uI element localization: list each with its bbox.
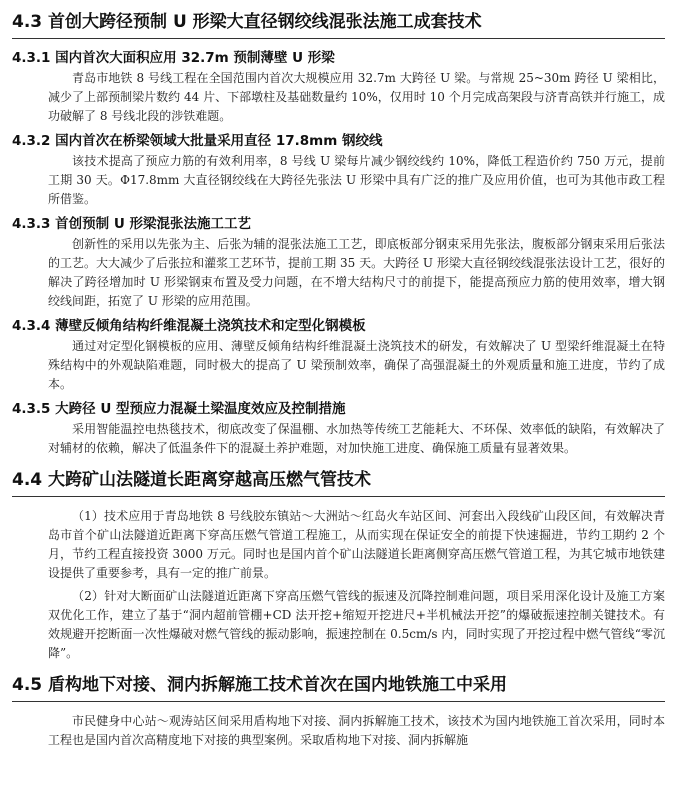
subsection-heading: 4.3.2 国内首次在桥梁领域大批量采用直径 17.8mm 钢绞线 [12,133,383,149]
paragraph: 市民健身中心站～观涛站区间采用盾构地下对接、洞内拆解施工技术，该技术为国内地铁施工首次采用，同时本工程也是国内首次高精度地下对接的典型案例。采取盾构地下对接、洞内拆解施 [48,714,665,747]
subsection-heading: 4.3.1 国内首次大面积应用 32.7m 预制薄壁 U 形梁 [12,50,335,66]
paragraph: 该技术提高了预应力筋的有效利用率，8 号线 U 梁每片减少钢绞线约 10%，降低工程造价约 750 万元，提前工期 30 天。Φ17.8mm 大直径钢绞线在大跨径先张法 U 形梁中具有广泛的推广及应用价值，也可为其他市政工程所借鉴。 [48,154,665,206]
paragraph: （2）针对大断面矿山法隧道近距离下穿高压燃气管线的振速及沉降控制难问题，项目采用深化设计及施工方案双优化工作，建立了基于“洞内超前管棚+CD 法开挖+缩短开挖进尺+半机械法开挖”的爆破振速控制关键技术。有效规避开挖断面一次性爆破对燃气管线的振动影响，振速控制在 0.5cm/s 内，同时实现了开挖过程中燃气管线“零沉降”。 [48,589,665,660]
subsection-heading: 4.3.4 薄壁反倾角结构纤维混凝土浇筑技术和定型化钢模板 [12,318,366,334]
paragraph: 青岛市地铁 8 号线工程在全国范围内首次大规模应用 32.7m 大跨径 U 梁。与常规 25~30m 跨径 U 梁相比，减少了上部预制梁片数约 44 片、下部墩柱及基础数量约 10%，仅用时 10 个月完成高架段与济青高铁并行施工，成功破解了 8 号线北段的涉铁难题。 [48,71,665,123]
subsection-heading: 4.3.5 大跨径 U 型预应力混凝土梁温度效应及控制措施 [12,401,346,417]
paragraph: 通过对定型化钢模板的应用、薄壁反倾角结构纤维混凝土浇筑技术的研发，有效解决了 U 型梁纤维混凝土在特殊结构中的外观缺陷难题，同时极大的提高了 U 梁预制效率，确保了高强混凝土的外观质量和施工进度，节约了成本。 [48,339,665,391]
paragraph: （1）技术应用于青岛地铁 8 号线胶东镇站～大洲站～红岛火车站区间、河套出入段线矿山段区间，有效解决青岛市首个矿山法隧道近距离下穿高压燃气管道工程施工，从而实现在保证安全的前提下快速掘进，节约工期约 2 个月，节约工程直接投资 3000 万元。同时也是国内首个矿山法隧道长距离侧穿高压燃气管道工程，为其它城市地铁建设提供了重要参考，具有一定的推广前景。 [48,509,665,580]
paragraph: 采用智能温控电热毯技术，彻底改变了保温棚、水加热等传统工艺能耗大、不环保、效率低的缺陷，有效解决了对辅材的依赖，解决了低温条件下的混凝土养护难题，对加快施工进度、确保施工质量有显著效果。 [48,422,665,455]
section-heading: 4.3 首创大跨径预制 U 形梁大直径钢绞线混张法施工成套技术 [12,4,665,39]
paragraph: 创新性的采用以先张为主、后张为辅的混张法施工工艺，即底板部分钢束采用先张法，腹板部分钢束采用后张法的工艺。大大减少了后张拉和灌浆工艺环节，提前工期 35 天。大跨径 U 形梁大直径钢绞线混张法设计工艺，很好的解决了跨径增加时 U 形梁钢束布置及受力问题，在不增大结构尺寸的前提下，能提高预应力筋的使用效率，增大钢绞线间距，拓宽了 U 形梁的应用范围。 [48,237,665,308]
subsection-heading: 4.3.3 首创预制 U 形梁混张法施工工艺 [12,216,251,232]
section-heading: 4.4 大跨矿山法隧道长距离穿越高压燃气管技术 [12,462,665,497]
section-heading: 4.5 盾构地下对接、洞内拆解施工技术首次在国内地铁施工中采用 [12,667,665,702]
